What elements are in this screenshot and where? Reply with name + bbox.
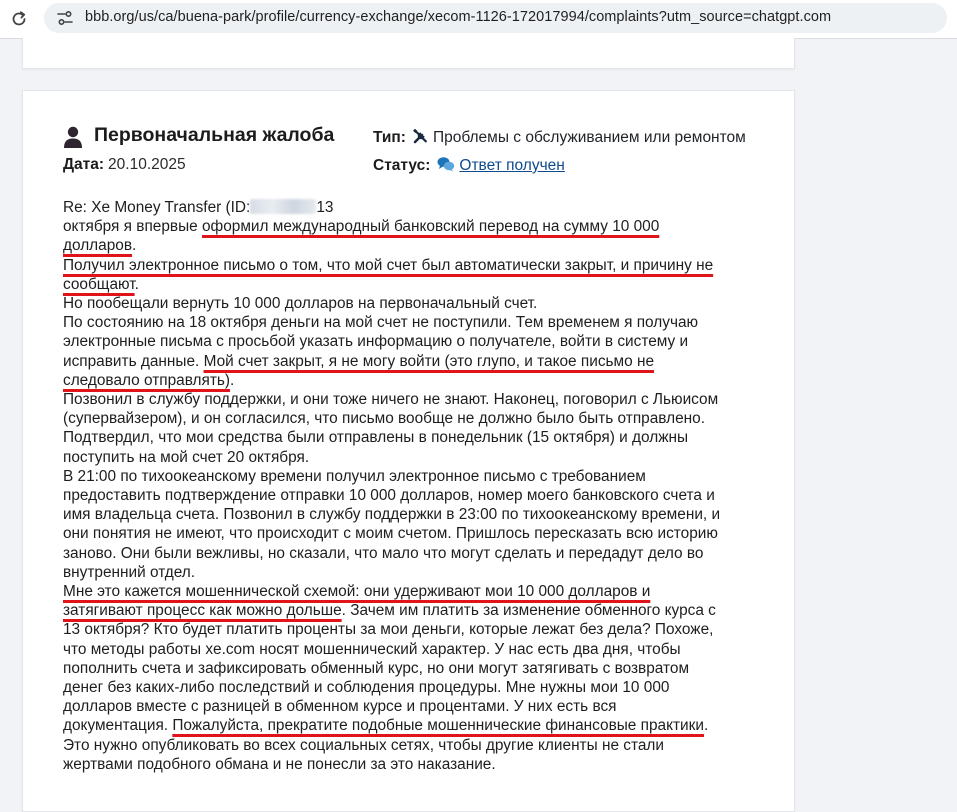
highlighted-text: Мне это кажется мошеннической схемой: они удерживают мои 10 000 долларов и затягивают процесс как можно дольше [63,583,651,620]
paragraph-7-end: . Это нужно опубликовать во всех социальных сетях, чтобы другие клиенты не стали жертвами подобного обмана и не понесли за это наказание. [63,717,709,773]
status-link[interactable]: Ответ получен [459,157,565,174]
type-row [373,128,746,147]
highlighted-text: Получил электронное письмо о том, что мой счет был автоматически закрыт, и причину не сообщают [63,256,714,293]
reload-icon[interactable] [9,9,29,29]
url-field[interactable] [44,3,947,33]
person-icon [63,126,83,148]
date-row [63,156,186,174]
paragraph-1-end: . [132,237,137,255]
paragraph-4-end: . [230,371,235,389]
intro-suffix: 13 [316,199,334,216]
highlighted-text: оформил международный банковский перевод на сумму 10 000 долларов [63,218,660,255]
type-value: Проблемы с обслуживанием или ремонтом [432,129,746,146]
complaint-body [63,198,723,774]
status-row [373,156,565,175]
url-text: bbb.org/us/ca/buena-park/profile/currency-exchange/xecom-1126-172017994/complaints?utm_source=chatgpt.com [85,9,832,25]
status-label: Статус: [373,157,431,174]
paragraph-3: Но пообещали вернуть 10 000 долларов на первоначальный счет. [63,295,538,313]
tools-icon [412,128,429,145]
paragraph-4 [63,313,723,390]
paragraph-5: Позвонил в службу поддержки, и они тоже ничего не знают. Наконец, поговорил с Льюисом (супервайзером), и он согласился, что письмо вообще не должно было быть отправлено. Подтвердил, что мои средства были отправлены в понедельник (15 октября) и должны поступить на мой счет 20 октября. [63,391,719,466]
paragraph-1-text: октября я впервые [63,218,202,236]
complaint-title: Первоначальная жалоба [94,124,335,146]
paragraph-2 [63,256,723,294]
paragraph-2-end: . [134,275,139,293]
paragraph-1 [63,217,723,255]
paragraph-4-text: По состоянию на 18 октября деньги на мой счет не поступили. Тем временем я получаю электронные письма с просьбой указать информацию о получателе, войти в систему и исправить данные. [63,314,699,370]
complaint-intro [63,198,723,217]
highlighted-text: Мой счет закрыт, я не могу войти (это глупо, и такое письмо не следовало отправлять) [63,352,655,389]
highlighted-text: Пожалуйста, прекратите подобные мошеннические финансовые практики [172,717,704,735]
paragraph-7 [63,582,723,774]
intro-prefix: Re: Xe Money Transfer (ID: [63,199,251,216]
redacted-id [250,199,316,214]
site-info-icon[interactable] [56,10,74,26]
browser-address-bar [0,0,957,39]
previous-card [22,38,795,69]
chat-bubbles-icon [437,156,455,172]
paragraph-6: В 21:00 по тихоокеанскому времени получил электронное письмо с требованием предоставить подтверждение отправки 10 000 долларов, номер моего банковского счета и имя владельца счета. Позвонил в службу поддержки в 23:00 по тихоокеанскому времени, и они понятия не имеют, что происходит с моим счетом. Пришлось пересказать всю историю заново. Они были вежливы, но сказали, что мало что могут сделать и передадут дело во внутренний отдел. [63,467,721,581]
complaint-card [22,90,795,812]
date-value: 20.10.2025 [108,156,186,173]
date-label: Дата: [63,156,105,173]
paragraph-7-text: . Зачем им платить за изменение обменного курса с 13 октября? Кто будет платить проценты за мои деньги, которые лежат без дела? Похоже, что методы работы xe.com носят мошеннический характер. У нас есть два дня, чтобы пополнить счета и зафиксировать обменный курс, но они могут затягивать с возвратом денег без каких-либо последствий и соблюдения процедуры. Мне нужны мои 10 000 долларов вместе с разницей в обменном курсе и процентами. У них есть вся документация. [63,602,716,735]
type-label: Тип: [373,129,406,146]
